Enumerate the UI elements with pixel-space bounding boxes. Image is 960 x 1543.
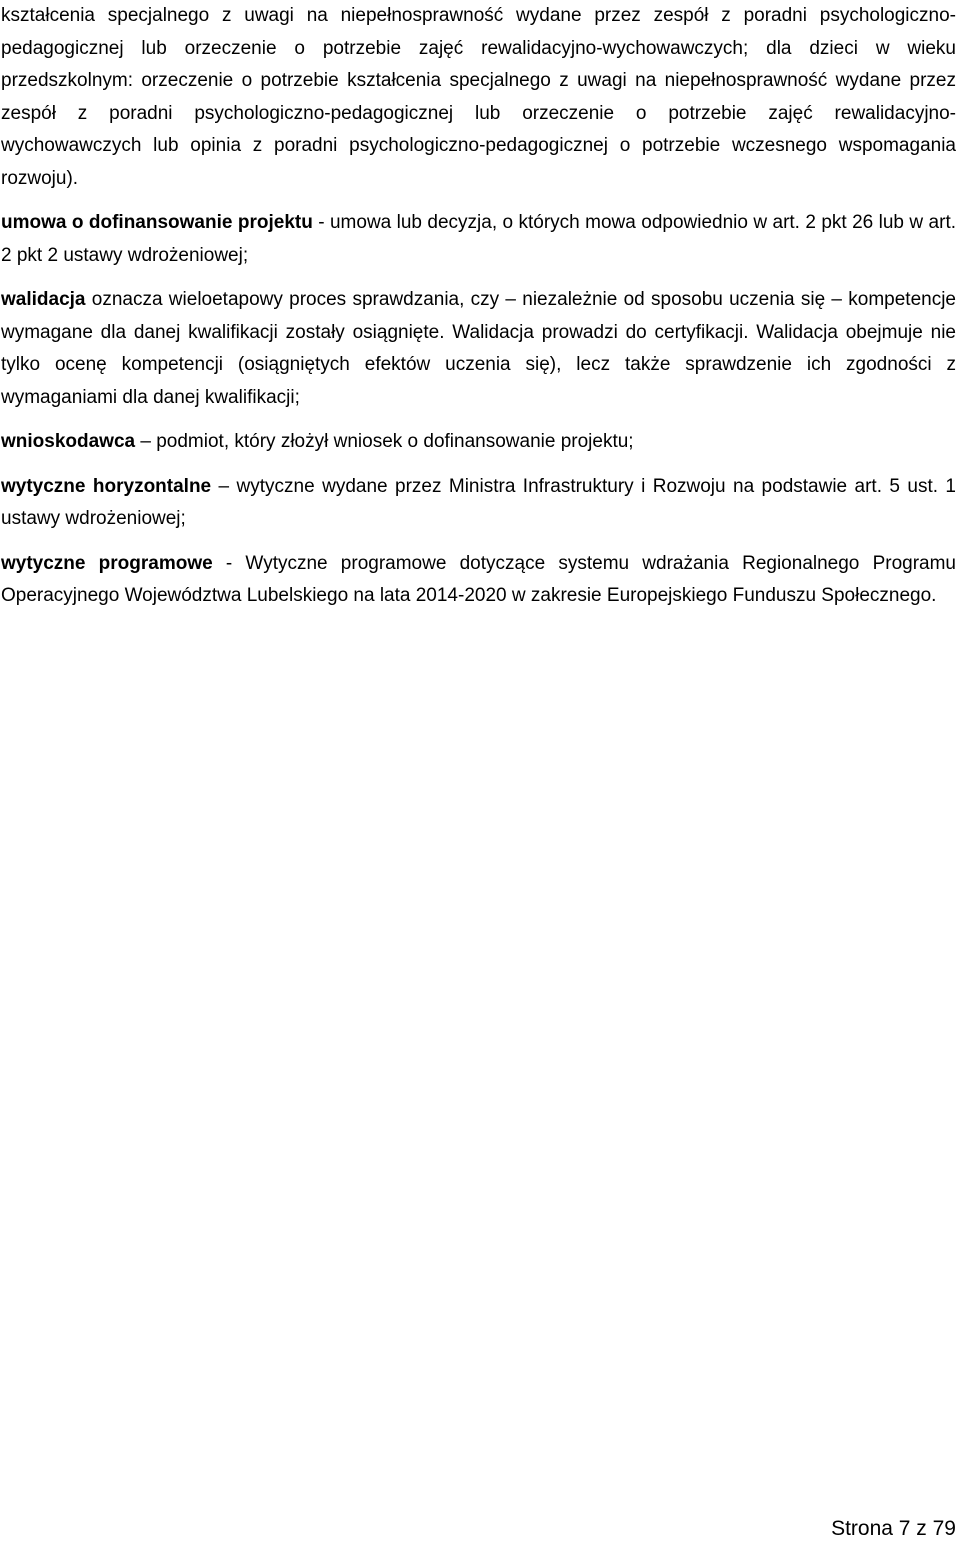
- definition-text: oznacza wieloetapowy proces sprawdzania, czy – niezależnie od sposobu uczenia się – kompetencje wymagane dla danej kwalifikacji zostały osiągnięte. Walidacja prowadzi do certyfikacji. Walidacja obejmuje nie tylko ocenę kompetencji (osiągniętych efektów uczenia się), lecz także sprawdzenie ich zgodności z wymaganiami dla danej kwalifikacji;: [1, 289, 956, 408]
- definition-term: wytyczne programowe: [1, 552, 213, 574]
- intro-paragraph: kształcenia specjalnego z uwagi na niepełnosprawność wydane przez zespół z poradni psychologiczno-pedagogicznej lub orzeczenie o potrzebie zajęć rewalidacyjno-wychowawczych; dla dzieci w wieku przedszkolnym: orzeczenie o potrzebie kształcenia specjalnego z uwagi na niepełnosprawność wydane przez zespół z poradni psychologiczno-pedagogicznej lub orzeczenie o potrzebie zajęć rewalidacyjno-wychowawczych lub opinia z poradni psychologiczno-pedagogicznej o potrzebie wczesnego wspomagania rozwoju).: [1, 5, 956, 189]
- page-number: Strona 7 z 79: [831, 1517, 956, 1540]
- definition-text: - umowa lub decyzja, o których mowa odpowiednio w art. 2 pkt 26 lub w art. 2 pkt 2 ustawy wdrożeniowej;: [1, 212, 957, 266]
- definition-term: wytyczne horyzontalne: [1, 475, 212, 497]
- definition-umowa-o-dofinansowanie: [1, 207, 956, 272]
- definition-text: – wytyczne wydane przez Ministra Infrastruktury i Rozwoju na podstawie art. 5 ust. 1 ustawy wdrożeniowej;: [1, 475, 956, 529]
- definition-wytyczne-horyzontalne: [1, 471, 956, 536]
- definition-text: – podmiot, który złożył wniosek o dofinansowanie projektu;: [135, 431, 634, 452]
- definition-term: umowa o dofinansowanie projektu: [1, 212, 313, 233]
- definition-walidacja: [1, 284, 956, 414]
- definition-wytyczne-programowe: [1, 548, 956, 613]
- definition-text: - Wytyczne programowe dotyczące systemu wdrażania Regionalnego Programu Operacyjnego Województwa Lubelskiego na lata 2014-2020 w zakresie Europejskiego Funduszu Społecznego.: [1, 552, 956, 606]
- definition-term: walidacja: [1, 289, 86, 310]
- definition-wnioskodawca: [1, 426, 956, 459]
- definition-term: wnioskodawca: [1, 431, 136, 452]
- document-body: [1, 0, 956, 613]
